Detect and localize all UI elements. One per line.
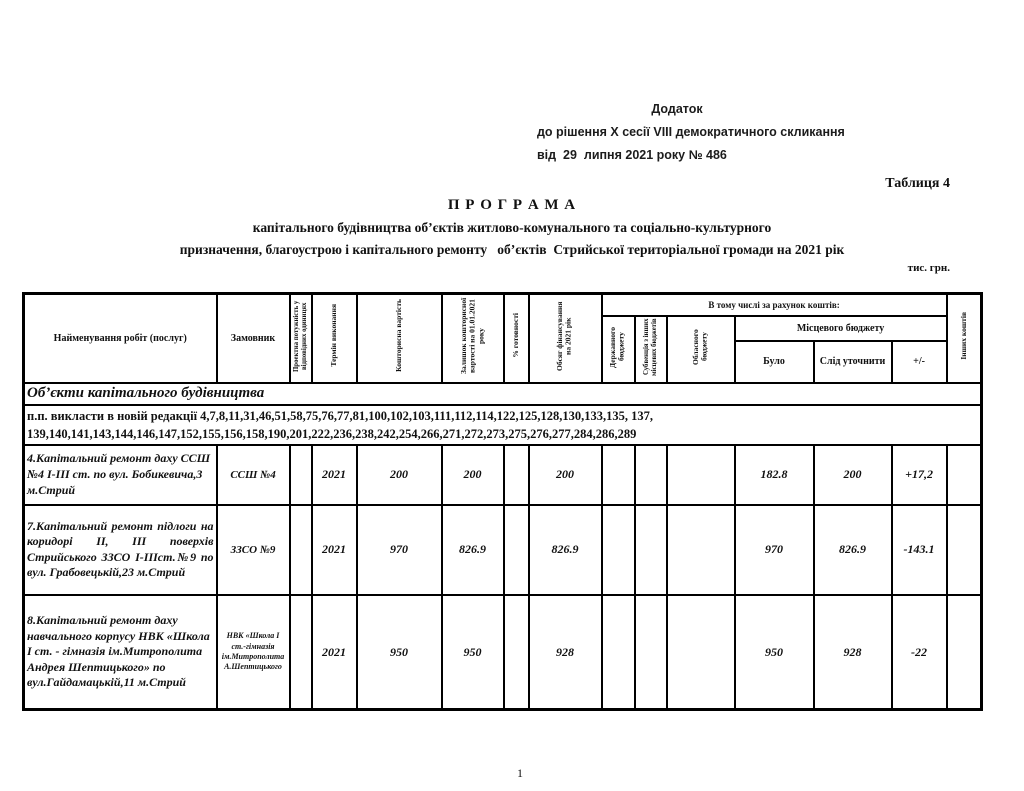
customer: ЗЗСО №9 <box>217 505 290 595</box>
oblast-budget-cell <box>667 445 735 505</box>
work-name: 4.Капітальний ремонт даху ССШ №4 І-ІІІ ст. по вул. Бобикевича,3 м.Стрий <box>24 445 217 505</box>
col-header-remainder: Залишок кошторисної вартості на 01.01.2021 року <box>442 294 504 383</box>
col-header-was: Було <box>735 341 814 382</box>
term: 2021 <box>312 595 357 710</box>
col-header-oblast-budget: Обласного бюджету <box>667 316 735 383</box>
title-line3: призначення, благоустрою і капітального ремонту об’єктів Стрийської територіальної громади на 2021 рік <box>179 242 845 257</box>
col-header-estimate: Кошторисна вартість <box>357 294 442 383</box>
annex-block <box>537 98 845 167</box>
customer: НВК «Школа І ст.-гімназія ім.Митрополита А.Шептицького <box>217 595 290 710</box>
estimate: 200 <box>357 445 442 505</box>
readiness-cell <box>504 505 529 595</box>
document-title <box>0 197 1024 258</box>
financing: 200 <box>529 445 602 505</box>
col-header-customer: Замовник <box>217 294 290 383</box>
group-header-local-budget: Місцевого бюджету <box>735 316 947 342</box>
col-header-state-budget: Державного бюджету <box>602 316 635 383</box>
subvention-cell <box>635 595 667 710</box>
remainder: 200 <box>442 445 504 505</box>
delta: -22 <box>892 595 947 710</box>
note-line2: 139,140,141,143,144,146,147,152,155,156,158,190,201,222,236,238,242,254,266,271,272,273,275,276,277,284,286,289 <box>27 426 637 441</box>
term: 2021 <box>312 445 357 505</box>
delta: -143.1 <box>892 505 947 595</box>
was: 182.8 <box>735 445 814 505</box>
col-header-readiness: % готовності <box>504 294 529 383</box>
title-line1: П Р О Г Р А М А <box>447 197 577 213</box>
oblast-budget-cell <box>667 595 735 710</box>
financing: 928 <box>529 595 602 710</box>
work-name: 8.Капітальний ремонт даху навчального корпусу НВК «Школа І ст. - гімназія ім.Митрополита Андрея Шептицького» по вул.Гайдамацькій,11 м.Стрий <box>24 595 217 710</box>
delta: +17,2 <box>892 445 947 505</box>
annex-line3: від 29 липня 2021 року № 486 <box>537 148 727 162</box>
col-header-delta: +/- <box>892 341 947 382</box>
was: 970 <box>735 505 814 595</box>
state-budget-cell <box>602 595 635 710</box>
col-header-term: Термін виконання <box>312 294 357 383</box>
title-line2: капітального будівництва об’єктів житлово-комунального та соціально-культурного <box>252 220 772 235</box>
clarify: 826.9 <box>814 505 892 595</box>
clarify: 928 <box>814 595 892 710</box>
customer: ССШ №4 <box>217 445 290 505</box>
col-header-name: Найменування робіт (послуг) <box>24 294 217 383</box>
estimate: 970 <box>357 505 442 595</box>
other-funds-cell <box>947 595 982 710</box>
capacity-cell <box>290 595 312 710</box>
units-label: тис. грн. <box>907 262 950 274</box>
term: 2021 <box>312 505 357 595</box>
remainder: 826.9 <box>442 505 504 595</box>
col-header-other-funds: Інших коштів <box>947 294 982 383</box>
table-row <box>24 505 982 595</box>
subvention-cell <box>635 445 667 505</box>
table-row <box>24 595 982 710</box>
table-label: Таблиця 4 <box>885 176 950 191</box>
col-header-financing: Обсяг фінансування на 2021 рік <box>529 294 602 383</box>
subvention-cell <box>635 505 667 595</box>
remainder: 950 <box>442 595 504 710</box>
page-number: 1 <box>517 766 523 780</box>
was: 950 <box>735 595 814 710</box>
capacity-cell <box>290 505 312 595</box>
table-row <box>24 445 982 505</box>
capacity-cell <box>290 445 312 505</box>
other-funds-cell <box>947 505 982 595</box>
note-row <box>24 405 982 445</box>
readiness-cell <box>504 445 529 505</box>
col-header-subvention: Субвенція з інших місцевих бюджетів <box>635 316 667 383</box>
readiness-cell <box>504 595 529 710</box>
annex-line1: Додаток <box>651 102 703 116</box>
section-title: Об’єкти капітального будівництва <box>24 383 982 405</box>
col-header-clarify: Слід уточнити <box>814 341 892 382</box>
oblast-budget-cell <box>667 505 735 595</box>
state-budget-cell <box>602 445 635 505</box>
note-line1: п.п. викласти в новій редакції 4,7,8,11,31,46,51,58,75,76,77,81,100,102,103,111,112,114,122,125,128,130,133,135, 137, <box>27 408 653 423</box>
group-header-funds: В тому числі за рахунок коштів: <box>602 294 947 316</box>
other-funds-cell <box>947 445 982 505</box>
clarify: 200 <box>814 445 892 505</box>
annex-line2: до рішення X сесії VIII демократичного скликання <box>537 125 845 139</box>
col-header-capacity: Проектна потужність у відповідних одиницях <box>290 294 312 383</box>
state-budget-cell <box>602 505 635 595</box>
work-name: 7.Капітальний ремонт підлоги на коридорі ІІ, ІІІ поверхів Стрийського ЗЗСО І-ІІІст.№9 по вул. Грабовецькій,23 м.Стрий <box>24 505 217 595</box>
estimate: 950 <box>357 595 442 710</box>
financing: 826.9 <box>529 505 602 595</box>
program-table <box>22 292 983 711</box>
note-cell <box>24 405 982 445</box>
section-row <box>24 383 982 405</box>
